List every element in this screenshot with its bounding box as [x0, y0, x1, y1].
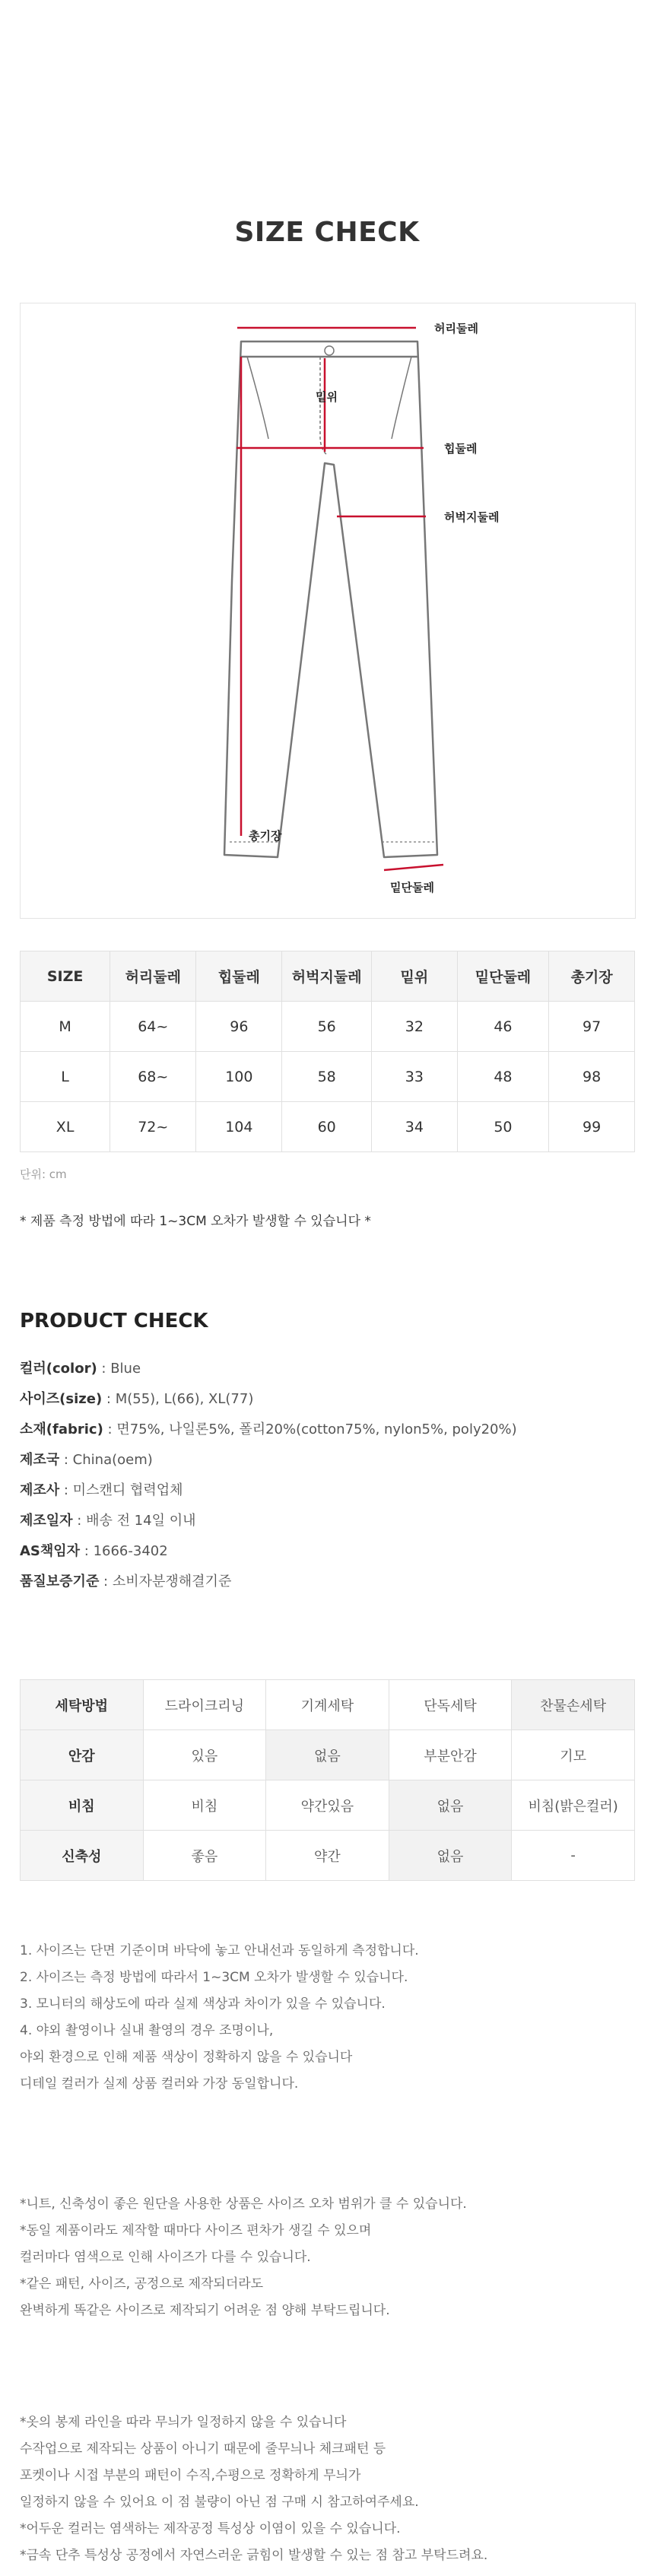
table-row	[21, 1680, 635, 1730]
product-info-row	[20, 1479, 634, 1510]
pattern-notes	[20, 2409, 643, 2569]
table-row	[21, 1780, 635, 1831]
product-info-key: 품질보증기준	[20, 1574, 100, 1590]
product-check-list	[20, 1358, 634, 1601]
table-cell: 56	[282, 1002, 372, 1052]
table-cell: 98	[549, 1052, 635, 1102]
table-cell: 99	[549, 1102, 635, 1152]
pants-size-diagram	[20, 303, 636, 919]
table-cell: 부분안감	[389, 1730, 512, 1780]
table-cell: 48	[457, 1052, 549, 1102]
table-cell: 단독세탁	[389, 1680, 512, 1730]
note-line: 2. 사이즈는 측정 방법에 따라서 1~3CM 오차가 발생할 수 있습니다.	[20, 1970, 408, 1985]
table-cell: 104	[196, 1102, 282, 1152]
unit-note: 단위: cm	[20, 1167, 67, 1181]
note-line: 1. 사이즈는 단면 기준이며 바닥에 놓고 안내선과 동일하게 측정합니다.	[20, 1943, 419, 1958]
product-info-row	[20, 1510, 634, 1540]
product-info-value: : 미스캔디 협력업체	[59, 1482, 183, 1498]
note-line: 수작업으로 제작되는 상품이 아니기 때문에 줄무늬나 체크패턴 등	[20, 2441, 386, 2457]
table-cell: 기계세탁	[266, 1680, 389, 1730]
product-info-row	[20, 1540, 634, 1571]
table-cell: 46	[457, 1002, 549, 1052]
table-cell: 96	[196, 1002, 282, 1052]
product-info-key: AS책임자	[20, 1543, 81, 1559]
note-line: 포켓이나 시접 부분의 패턴이 수직,수평으로 정확하게 무늬가	[20, 2468, 361, 2483]
table-cell: 비침	[21, 1780, 144, 1831]
thigh-label: 허벅지둘레	[444, 511, 500, 524]
page-title: SIZE CHECK	[234, 217, 420, 248]
table-cell: 없음	[389, 1831, 512, 1881]
note-line: *어두운 컬러는 염색하는 제작공정 특성상 이염이 있을 수 있습니다.	[20, 2521, 401, 2536]
product-info-value: : Blue	[97, 1361, 141, 1377]
size-table-header: 힙둘레	[196, 951, 282, 1002]
note-line: *동일 제품이라도 제작할 때마다 사이즈 편차가 생길 수 있으며	[20, 2223, 372, 2238]
size-table	[20, 951, 635, 1152]
table-row	[21, 1730, 635, 1780]
tolerance-note: * 제품 측정 방법에 따라 1~3CM 오차가 발생할 수 있습니다 *	[20, 1214, 371, 1229]
table-cell: 32	[371, 1002, 457, 1052]
table-row	[21, 1002, 635, 1052]
hip-label: 힙둘레	[444, 443, 478, 456]
table-cell: 기모	[512, 1730, 635, 1780]
table-cell: L	[21, 1052, 110, 1102]
product-info-row	[20, 1388, 634, 1418]
product-info-row	[20, 1418, 634, 1449]
table-cell: 없음	[389, 1780, 512, 1831]
table-cell: 72~	[110, 1102, 196, 1152]
product-info-row	[20, 1449, 634, 1479]
table-cell: 있음	[143, 1730, 266, 1780]
table-cell: 33	[371, 1052, 457, 1102]
table-cell: XL	[21, 1102, 110, 1152]
table-cell: 안감	[21, 1730, 144, 1780]
product-check-title: PRODUCT CHECK	[20, 1310, 208, 1332]
table-cell: -	[512, 1831, 635, 1881]
table-cell: 찬물손세탁	[512, 1680, 635, 1730]
table-cell: 비침(밝은컬러)	[512, 1780, 635, 1831]
size-table-header: 총기장	[549, 951, 635, 1002]
table-cell: 약간	[266, 1831, 389, 1881]
size-table-header: 허리둘레	[110, 951, 196, 1002]
note-line: *옷의 봉제 라인을 따라 무늬가 일정하지 않을 수 있습니다	[20, 2415, 347, 2430]
table-cell: 약간있음	[266, 1780, 389, 1831]
product-info-value: : China(oem)	[59, 1452, 153, 1468]
product-info-key: 소재(fabric)	[20, 1421, 103, 1437]
note-line: *니트, 신축성이 좋은 원단을 사용한 상품은 사이즈 오차 범위가 클 수 있습니다.	[20, 2196, 467, 2212]
table-cell: 없음	[266, 1730, 389, 1780]
table-cell: 비침	[143, 1780, 266, 1831]
table-cell: 신축성	[21, 1831, 144, 1881]
table-cell: M	[21, 1002, 110, 1052]
table-cell: 좋음	[143, 1831, 266, 1881]
rise-label: 밑위	[316, 391, 338, 404]
note-line: 4. 야외 촬영이나 실내 촬영의 경우 조명이나,	[20, 2023, 274, 2038]
size-table-header: 허벅지둘레	[282, 951, 372, 1002]
product-info-value: : 1666-3402	[80, 1543, 168, 1559]
table-cell: 드라이크리닝	[143, 1680, 266, 1730]
table-cell: 세탁방법	[21, 1680, 144, 1730]
product-info-key: 사이즈(size)	[20, 1391, 103, 1407]
table-cell: 58	[282, 1052, 372, 1102]
table-cell: 100	[196, 1052, 282, 1102]
hem-label: 밑단둘레	[390, 881, 434, 894]
product-info-key: 컬러(color)	[20, 1361, 97, 1377]
table-cell: 60	[282, 1102, 372, 1152]
size-variance-notes	[20, 2191, 643, 2324]
product-info-value: : 배송 전 14일 이내	[72, 1513, 196, 1529]
note-line: 완벽하게 똑같은 사이즈로 제작되기 어려운 점 양해 부탁드립니다.	[20, 2303, 390, 2318]
measurement-notes	[20, 1938, 643, 2098]
size-table-header: 밑단둘레	[457, 951, 549, 1002]
product-info-value: : 면75%, 나일론5%, 폴리20%(cotton75%, nylon5%, poly20%)	[103, 1421, 517, 1437]
table-row	[21, 1102, 635, 1152]
note-line: 야외 환경으로 인해 제품 색상이 정확하지 않을 수 있습니다	[20, 2050, 353, 2065]
table-cell: 97	[549, 1002, 635, 1052]
pants-outline-illustration	[21, 303, 635, 918]
table-row	[21, 1052, 635, 1102]
product-info-key: 제조국	[20, 1452, 60, 1468]
care-table	[20, 1679, 635, 1881]
note-line: *금속 단추 특성상 공정에서 자연스러운 긁힘이 발생할 수 있는 점 참고 부탁드려요.	[20, 2548, 488, 2563]
product-info-value: : M(55), L(66), XL(77)	[102, 1391, 254, 1407]
size-table-header-row	[21, 951, 635, 1002]
table-row	[21, 1831, 635, 1881]
waist-label: 허리둘레	[434, 322, 478, 335]
product-info-value: : 소비자분쟁해결기준	[99, 1574, 232, 1590]
product-info-row	[20, 1358, 634, 1388]
size-table-header: SIZE	[21, 951, 110, 1002]
table-cell: 50	[457, 1102, 549, 1152]
size-table-header: 밑위	[371, 951, 457, 1002]
table-cell: 34	[371, 1102, 457, 1152]
note-line: 일정하지 않을 수 있어요 이 점 불량이 아닌 점 구매 시 참고하여주세요.	[20, 2495, 419, 2510]
table-cell: 68~	[110, 1052, 196, 1102]
note-line: 3. 모니터의 해상도에 따라 실제 색상과 차이가 있을 수 있습니다.	[20, 1996, 386, 2012]
product-info-key: 제조일자	[20, 1513, 73, 1529]
length-label: 총기장	[249, 830, 282, 843]
note-line: 컬러마다 염색으로 인해 사이즈가 다를 수 있습니다.	[20, 2250, 311, 2265]
product-info-key: 제조사	[20, 1482, 60, 1498]
note-line: *같은 패턴, 사이즈, 공정으로 제작되더라도	[20, 2276, 264, 2292]
product-info-row	[20, 1571, 634, 1601]
table-cell: 64~	[110, 1002, 196, 1052]
note-line: 디테일 컬러가 실제 상품 컬러와 가장 동일합니다.	[20, 2076, 299, 2092]
